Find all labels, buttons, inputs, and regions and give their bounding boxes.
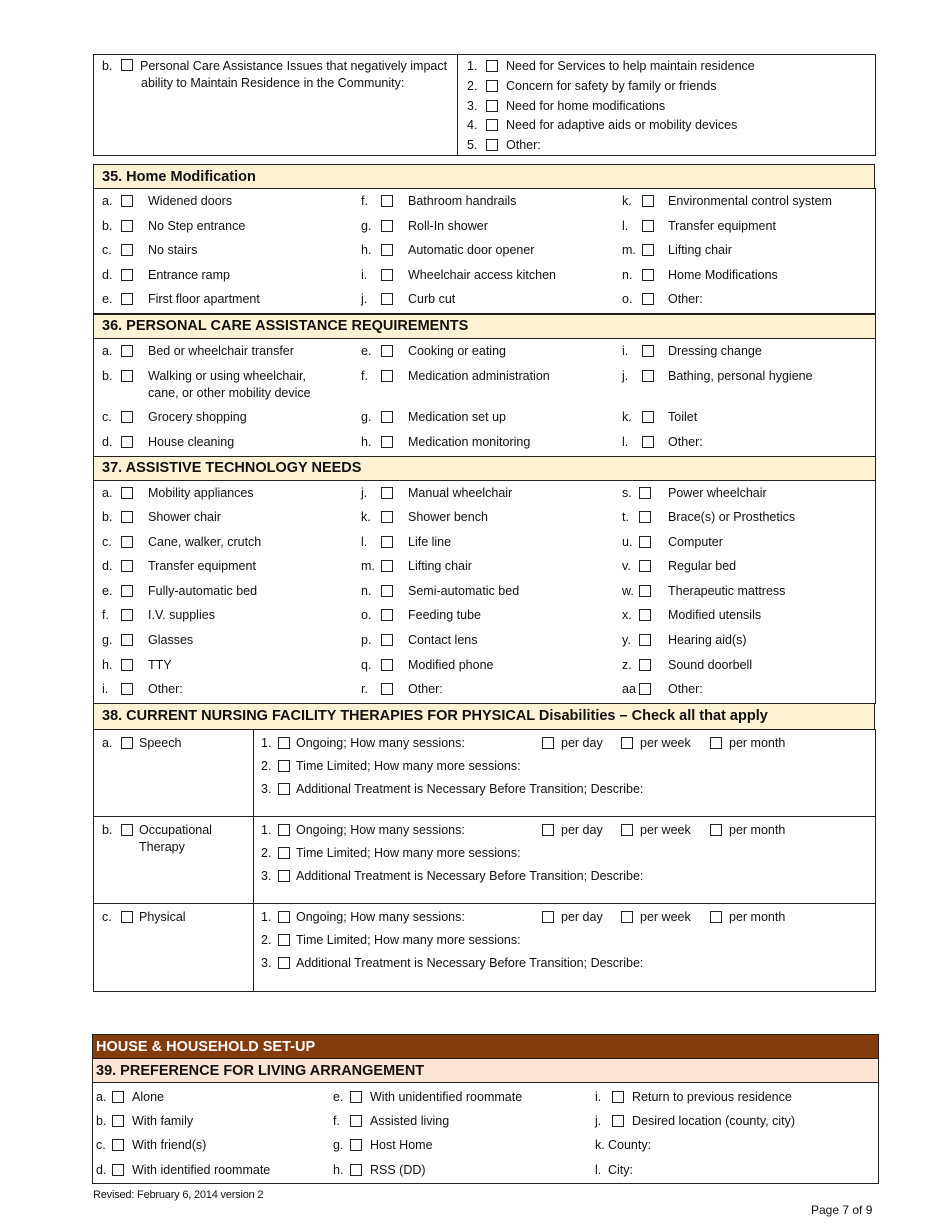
need-item-checkbox[interactable] (486, 80, 498, 92)
item-letter: k. (361, 510, 371, 524)
item-letter: h. (361, 435, 372, 449)
assistive-tech-item-checkbox[interactable] (639, 585, 651, 597)
frequency-checkbox[interactable] (710, 737, 722, 749)
frequency-label: per week (640, 910, 691, 924)
living-pref-item-checkbox[interactable] (112, 1115, 124, 1127)
item-letter: v. (622, 559, 631, 573)
assistive-tech-item-checkbox[interactable] (639, 683, 651, 695)
therapy-checkbox[interactable] (121, 824, 133, 836)
home-mod-item-checkbox[interactable] (642, 293, 654, 305)
assistive-tech-item-label: Cane, walker, crutch (148, 535, 262, 549)
living-pref-item-label: With friend(s) (132, 1138, 207, 1152)
therapy-option-label: Additional Treatment is Necessary Before Transition; Describe: (296, 956, 644, 970)
living-pref-item-checkbox[interactable] (350, 1115, 362, 1127)
assistive-tech-item-checkbox[interactable] (121, 659, 133, 671)
assistive-tech-item-checkbox[interactable] (121, 585, 133, 597)
item-letter: aa (622, 682, 636, 696)
home-mod-item-checkbox[interactable] (121, 195, 133, 207)
therapy-option-label: Ongoing; How many sessions: (296, 823, 465, 837)
living-pref-item-label: Alone (132, 1090, 164, 1104)
house-setup-banner (92, 1034, 879, 1059)
item-letter: k. (622, 410, 632, 424)
frequency-label: per week (640, 736, 691, 750)
therapy-option-number: 3. (261, 869, 272, 883)
assistive-tech-item-label: Power wheelchair (668, 486, 767, 500)
home-mod-item-checkbox[interactable] (642, 195, 654, 207)
item-letter: m. (622, 243, 636, 257)
assistive-tech-item-label: I.V. supplies (148, 608, 215, 622)
assistive-tech-item-label: Computer (668, 535, 723, 549)
item-number: 4. (467, 118, 478, 132)
need-item-checkbox[interactable] (486, 100, 498, 112)
item-letter: b. (96, 1114, 107, 1128)
assistive-tech-item-label: Brace(s) or Prosthetics (668, 510, 796, 524)
assistive-tech-item-label: Feeding tube (408, 608, 481, 622)
care-req-item-label: Grocery shopping (148, 410, 247, 424)
page-number: Page 7 of 9 (811, 1203, 873, 1217)
assistive-tech-item-label: Hearing aid(s) (668, 633, 747, 647)
item-letter: l. (622, 435, 629, 449)
living-field-letter: k. (595, 1138, 605, 1152)
care-req-item-label: Other: (668, 435, 703, 449)
therapy-option-checkbox[interactable] (278, 957, 290, 969)
therapy-option-number: 1. (261, 823, 272, 837)
frequency-checkbox[interactable] (621, 737, 633, 749)
assistive-tech-item-checkbox[interactable] (121, 560, 133, 572)
home-mod-item-label: Entrance ramp (148, 268, 230, 282)
home-mod-item-label: Roll-In shower (408, 219, 488, 233)
item-letter: m. (361, 559, 375, 573)
section-37-header: 37. ASSISTIVE TECHNOLOGY NEEDS (93, 456, 876, 481)
assistive-tech-item-checkbox[interactable] (639, 609, 651, 621)
frequency-checkbox[interactable] (542, 911, 554, 923)
living-pref-item-checkbox[interactable] (112, 1091, 124, 1103)
care-req-item-checkbox[interactable] (121, 411, 133, 423)
item-letter: e. (333, 1090, 344, 1104)
section-38-header: 38. CURRENT NURSING FACILITY THERAPIES FOR PHYSICAL Disabilities – Check all that apply (93, 703, 875, 730)
item-letter: d. (102, 268, 113, 282)
frequency-label: per day (561, 736, 603, 750)
need-item-label: Need for home modifications (506, 99, 666, 113)
living-pref-item-checkbox[interactable] (112, 1139, 124, 1151)
item-letter: l. (361, 535, 368, 549)
assistive-tech-item-label: Modified phone (408, 658, 494, 672)
care-req-item-label: Medication administration (408, 369, 550, 383)
care-req-item-label: Toilet (668, 410, 698, 424)
item-letter: i. (622, 344, 629, 358)
section-36-header: 36. PERSONAL CARE ASSISTANCE REQUIREMENTS (93, 314, 876, 339)
home-mod-item-checkbox[interactable] (381, 195, 393, 207)
item-letter: b. (102, 510, 113, 524)
item-letter: b. (102, 219, 113, 233)
home-mod-item-label: First floor apartment (148, 292, 260, 306)
living-pref-item-label: With unidentified roommate (370, 1090, 523, 1104)
section-38-row-line-2 (93, 903, 876, 904)
care-req-item-label: Bed or wheelchair transfer (148, 344, 294, 358)
home-mod-item-checkbox[interactable] (121, 269, 133, 281)
therapy-option-number: 3. (261, 782, 272, 796)
therapy-option-label: Time Limited; How many more sessions: (296, 759, 521, 773)
home-mod-item-label: Transfer equipment (668, 219, 776, 233)
therapy-label: Speech (139, 736, 182, 750)
care-req-item-checkbox[interactable] (381, 370, 393, 382)
therapy-option-checkbox[interactable] (278, 824, 290, 836)
item-number: 1. (467, 59, 478, 73)
assistive-tech-item-checkbox[interactable] (121, 634, 133, 646)
home-mod-item-label: No Step entrance (148, 219, 246, 233)
item-letter: a. (102, 486, 113, 500)
living-pref-item-checkbox[interactable] (612, 1115, 624, 1127)
living-pref-item-checkbox[interactable] (350, 1139, 362, 1151)
need-item-label: Need for Services to help maintain residence (506, 59, 755, 73)
care-req-item-label: House cleaning (148, 435, 235, 449)
item-letter: f. (361, 369, 368, 383)
item-letter: o. (361, 608, 372, 622)
item-letter: d. (96, 1163, 107, 1177)
frequency-checkbox[interactable] (542, 824, 554, 836)
frequency-label: per day (561, 910, 603, 924)
therapy-option-label: Additional Treatment is Necessary Before Transition; Describe: (296, 869, 644, 883)
item-letter: d. (102, 559, 113, 573)
home-mod-item-label: Curb cut (408, 292, 456, 306)
assistive-tech-item-checkbox[interactable] (381, 487, 393, 499)
therapy-letter: b. (102, 823, 113, 837)
therapy-option-number: 2. (261, 846, 272, 860)
assistive-tech-item-checkbox[interactable] (639, 634, 651, 646)
item-letter: u. (622, 535, 633, 549)
care-req-item-label: Medication monitoring (408, 435, 531, 449)
section-38-row-line-1 (93, 816, 876, 817)
therapy-option-checkbox[interactable] (278, 911, 290, 923)
therapy-option-checkbox[interactable] (278, 737, 290, 749)
need-item-label: Need for adaptive aids or mobility devices (506, 118, 738, 132)
therapy-option-label: Ongoing; How many sessions: (296, 910, 465, 924)
item-letter: j. (361, 486, 368, 500)
item-number: 5. (467, 138, 478, 152)
item-letter: a. (96, 1090, 107, 1104)
care-req-item-label: Dressing change (668, 344, 762, 358)
living-pref-item-label: Return to previous residence (632, 1090, 792, 1104)
item-letter: c. (102, 410, 112, 424)
item-letter: c. (96, 1138, 106, 1152)
item-letter: n. (622, 268, 633, 282)
home-mod-item-checkbox[interactable] (121, 293, 133, 305)
assistive-tech-item-label: Sound doorbell (668, 658, 753, 672)
home-mod-item-checkbox[interactable] (642, 244, 654, 256)
item-letter: l. (622, 219, 629, 233)
item-letter: i. (595, 1090, 602, 1104)
assistive-tech-item-label: Other: (148, 682, 183, 696)
assistive-tech-item-checkbox[interactable] (381, 609, 393, 621)
care-req-item-checkbox[interactable] (121, 345, 133, 357)
item-letter: o. (622, 292, 633, 306)
house-setup-title: HOUSE & HOUSEHOLD SET-UP (96, 1039, 316, 1055)
assistive-tech-item-label: Other: (668, 682, 703, 696)
living-pref-item-checkbox[interactable] (612, 1091, 624, 1103)
item-letter: d. (102, 435, 113, 449)
home-mod-item-label: Lifting chair (668, 243, 732, 257)
home-mod-item-label: Home Modifications (668, 268, 778, 282)
home-mod-item-checkbox[interactable] (381, 220, 393, 232)
item-letter: g. (361, 219, 372, 233)
assistive-tech-item-checkbox[interactable] (121, 511, 133, 523)
assistive-tech-item-label: Transfer equipment (148, 559, 256, 573)
item-letter: h. (102, 658, 113, 672)
item-letter: s. (622, 486, 632, 500)
living-field-label: County: (608, 1138, 652, 1152)
item-letter: a. (102, 344, 113, 358)
assistive-tech-item-label: Fully-automatic bed (148, 584, 258, 598)
frequency-checkbox[interactable] (542, 737, 554, 749)
item-letter: x. (622, 608, 632, 622)
home-mod-item-checkbox[interactable] (642, 269, 654, 281)
item-letter: y. (622, 633, 631, 647)
item-letter: h. (361, 243, 372, 257)
therapy-option-checkbox[interactable] (278, 760, 290, 772)
assistive-tech-item-label: Life line (408, 535, 452, 549)
living-pref-item-label: With identified roommate (132, 1163, 271, 1177)
therapy-checkbox[interactable] (121, 911, 133, 923)
therapy-option-number: 1. (261, 736, 272, 750)
care-req-item-label: Cooking or eating (408, 344, 506, 358)
home-mod-item-label: No stairs (148, 243, 198, 257)
home-mod-item-checkbox[interactable] (381, 269, 393, 281)
item-number: 2. (467, 79, 478, 93)
item-letter: z. (622, 658, 632, 672)
item-letter: f. (333, 1114, 340, 1128)
care-req-item-label: Bathing, personal hygiene (668, 369, 813, 383)
home-mod-item-label: Bathroom handrails (408, 194, 517, 208)
assistive-tech-item-checkbox[interactable] (639, 560, 651, 572)
item-letter: c. (102, 535, 112, 549)
item-letter: k. (622, 194, 632, 208)
home-mod-item-label: Automatic door opener (408, 243, 535, 257)
assistive-tech-item-label: Glasses (148, 633, 194, 647)
care-req-item-checkbox[interactable] (642, 345, 654, 357)
home-mod-item-checkbox[interactable] (121, 220, 133, 232)
item-letter: j. (361, 292, 368, 306)
therapy-checkbox[interactable] (121, 737, 133, 749)
assistive-tech-item-checkbox[interactable] (381, 536, 393, 548)
item-letter: g. (361, 410, 372, 424)
section-b-checkbox[interactable] (121, 59, 133, 71)
therapy-option-number: 2. (261, 933, 272, 947)
assistive-tech-item-label: Other: (408, 682, 443, 696)
item-letter: j. (595, 1114, 602, 1128)
living-field-letter: l. (595, 1163, 602, 1177)
assistive-tech-item-checkbox[interactable] (381, 560, 393, 572)
therapy-label-2: Therapy (139, 840, 185, 854)
need-item-checkbox[interactable] (486, 60, 498, 72)
living-pref-item-label: With family (132, 1114, 194, 1128)
frequency-checkbox[interactable] (621, 911, 633, 923)
assistive-tech-item-label: Therapeutic mattress (668, 584, 786, 598)
item-letter: b. (102, 369, 113, 383)
care-req-item-label: Medication set up (408, 410, 506, 424)
assistive-tech-item-label: Contact lens (408, 633, 478, 647)
assistive-tech-item-checkbox[interactable] (639, 487, 651, 499)
living-field-label: City: (608, 1163, 633, 1177)
home-mod-item-checkbox[interactable] (381, 244, 393, 256)
assistive-tech-item-checkbox[interactable] (121, 487, 133, 499)
item-letter: g. (333, 1138, 344, 1152)
therapy-option-checkbox[interactable] (278, 847, 290, 859)
therapy-letter: c. (102, 910, 112, 924)
frequency-checkbox[interactable] (621, 824, 633, 836)
section-b-divider (457, 54, 458, 156)
frequency-checkbox[interactable] (710, 824, 722, 836)
living-pref-item-label: Host Home (370, 1138, 433, 1152)
care-req-item-checkbox[interactable] (642, 436, 654, 448)
section-b-letter: b. (102, 59, 113, 73)
home-mod-item-label: Wheelchair access kitchen (408, 268, 556, 282)
assistive-tech-item-label: Regular bed (668, 559, 737, 573)
assistive-tech-item-label: Shower bench (408, 510, 488, 524)
care-req-item-checkbox[interactable] (642, 411, 654, 423)
assistive-tech-item-checkbox[interactable] (121, 683, 133, 695)
frequency-label: per week (640, 823, 691, 837)
section-38-divider (253, 729, 254, 992)
care-req-item-checkbox[interactable] (121, 436, 133, 448)
therapy-label: Occupational (139, 823, 212, 837)
assistive-tech-item-checkbox[interactable] (381, 634, 393, 646)
item-letter: j. (622, 369, 629, 383)
home-mod-item-checkbox[interactable] (121, 244, 133, 256)
need-item-label: Concern for safety by family or friends (506, 79, 717, 93)
care-req-item-checkbox[interactable] (121, 370, 133, 382)
section-b-label-2: ability to Maintain Residence in the Community: (141, 76, 405, 90)
assistive-tech-item-checkbox[interactable] (381, 683, 393, 695)
assistive-tech-item-label: Semi-automatic bed (408, 584, 520, 598)
section-b-label-1: Personal Care Assistance Issues that negatively impact (140, 59, 448, 73)
assistive-tech-item-checkbox[interactable] (121, 536, 133, 548)
item-letter: g. (102, 633, 113, 647)
assistive-tech-item-checkbox[interactable] (639, 659, 651, 671)
section-39-title: 39. PREFERENCE FOR LIVING ARRANGEMENT (96, 1063, 425, 1079)
item-letter: f. (102, 608, 109, 622)
item-letter: e. (102, 584, 113, 598)
therapy-option-checkbox[interactable] (278, 783, 290, 795)
item-number: 3. (467, 99, 478, 113)
item-letter: c. (102, 243, 112, 257)
home-mod-item-checkbox[interactable] (381, 293, 393, 305)
item-letter: a. (102, 194, 113, 208)
assistive-tech-item-checkbox[interactable] (121, 609, 133, 621)
therapy-option-label: Time Limited; How many more sessions: (296, 846, 521, 860)
frequency-label: per day (561, 823, 603, 837)
item-letter: w. (622, 584, 634, 598)
item-letter: t. (622, 510, 629, 524)
living-pref-item-checkbox[interactable] (350, 1091, 362, 1103)
home-mod-item-checkbox[interactable] (642, 220, 654, 232)
need-item-checkbox[interactable] (486, 139, 498, 151)
care-req-item-checkbox[interactable] (381, 345, 393, 357)
living-pref-item-checkbox[interactable] (350, 1164, 362, 1176)
assistive-tech-item-label: Modified utensils (668, 608, 762, 622)
home-mod-item-label: Other: (668, 292, 703, 306)
assistive-tech-item-checkbox[interactable] (381, 585, 393, 597)
therapy-option-number: 3. (261, 956, 272, 970)
living-pref-item-label: RSS (DD) (370, 1163, 426, 1177)
living-pref-item-label: Assisted living (370, 1114, 450, 1128)
revised-note: Revised: February 6, 2014 version 2 (93, 1189, 264, 1201)
frequency-label: per month (729, 910, 786, 924)
assistive-tech-item-label: Manual wheelchair (408, 486, 513, 500)
assistive-tech-item-label: Shower chair (148, 510, 221, 524)
therapy-option-label: Time Limited; How many more sessions: (296, 933, 521, 947)
therapy-option-checkbox[interactable] (278, 870, 290, 882)
item-letter: f. (361, 194, 368, 208)
item-letter: i. (361, 268, 368, 282)
care-req-item-checkbox[interactable] (381, 436, 393, 448)
frequency-label: per month (729, 736, 786, 750)
therapy-option-label: Additional Treatment is Necessary Before Transition; Describe: (296, 782, 644, 796)
item-letter: n. (361, 584, 372, 598)
home-mod-item-label: Environmental control system (668, 194, 832, 208)
assistive-tech-item-checkbox[interactable] (639, 536, 651, 548)
care-req-item-checkbox[interactable] (381, 411, 393, 423)
item-letter: p. (361, 633, 372, 647)
item-letter: e. (361, 344, 372, 358)
care-req-item-checkbox[interactable] (642, 370, 654, 382)
section-35-header: 35. Home Modification (93, 164, 875, 189)
frequency-checkbox[interactable] (710, 911, 722, 923)
home-mod-item-label: Widened doors (148, 194, 233, 208)
living-pref-item-checkbox[interactable] (112, 1164, 124, 1176)
therapy-option-checkbox[interactable] (278, 934, 290, 946)
assistive-tech-item-checkbox[interactable] (639, 511, 651, 523)
therapy-letter: a. (102, 736, 113, 750)
assistive-tech-item-label: Mobility appliances (148, 486, 254, 500)
item-letter: h. (333, 1163, 344, 1177)
therapy-option-number: 1. (261, 910, 272, 924)
need-item-checkbox[interactable] (486, 119, 498, 131)
need-item-label: Other: (506, 138, 541, 152)
therapy-option-label: Ongoing; How many sessions: (296, 736, 465, 750)
care-req-item-label-2: cane, or other mobility device (148, 386, 311, 400)
care-req-item-label: Walking or using wheelchair, (148, 369, 306, 383)
assistive-tech-item-label: Lifting chair (408, 559, 472, 573)
living-pref-item-label: Desired location (county, city) (632, 1114, 796, 1128)
therapy-label: Physical (139, 910, 186, 924)
item-letter: r. (361, 682, 368, 696)
item-letter: i. (102, 682, 109, 696)
section-39-header (92, 1058, 879, 1083)
assistive-tech-item-checkbox[interactable] (381, 511, 393, 523)
item-letter: e. (102, 292, 113, 306)
therapy-option-number: 2. (261, 759, 272, 773)
frequency-label: per month (729, 823, 786, 837)
item-letter: q. (361, 658, 372, 672)
assistive-tech-item-label: TTY (148, 658, 172, 672)
assistive-tech-item-checkbox[interactable] (381, 659, 393, 671)
